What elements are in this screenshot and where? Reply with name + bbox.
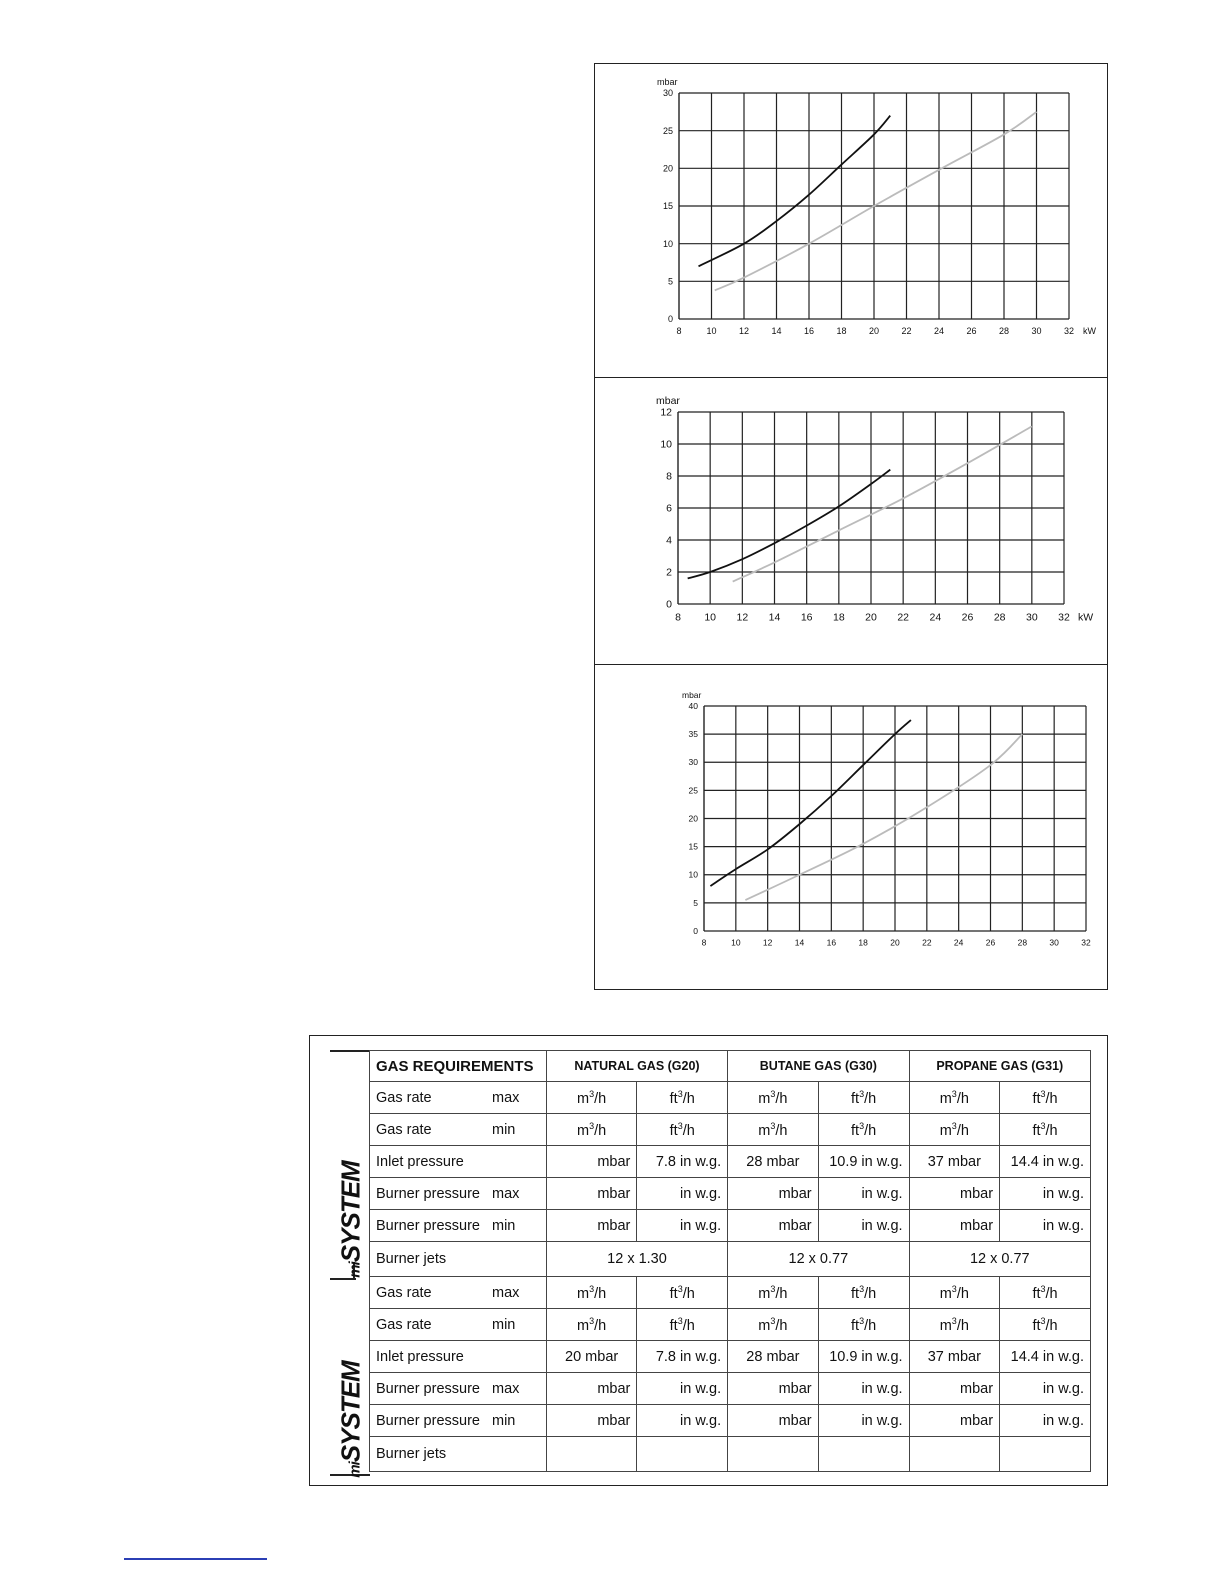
x-tick-label: 22: [901, 326, 912, 336]
row-label: [370, 1373, 547, 1405]
table-cell: $ft^3/h$: [818, 1114, 909, 1146]
y-tick-label: 25: [662, 125, 673, 136]
gas-table-body: [370, 1051, 1091, 1472]
table-cell: mbar: [546, 1146, 637, 1178]
jets-cell: [728, 1437, 819, 1472]
x-tick-label: 24: [933, 326, 945, 336]
table-cell: $m^3/h$: [909, 1114, 1000, 1146]
row-label-text: Burner pressure: [376, 1185, 480, 1202]
row-label-text: Burner pressure: [376, 1217, 480, 1234]
table-cell: $m^3/h$: [546, 1309, 637, 1341]
header-gas-requirements: GAS REQUIREMENTS: [370, 1051, 547, 1082]
table-cell: mbar: [728, 1178, 819, 1210]
jets-cell: [818, 1437, 909, 1472]
table-row: [370, 1146, 1091, 1178]
x-tick-label: 26: [961, 611, 974, 624]
row-label-text: Gas rate: [376, 1316, 432, 1333]
row-label: [370, 1405, 547, 1437]
table-cell: in w.g.: [1000, 1210, 1091, 1242]
table-cell: $ft^3/h$: [637, 1114, 728, 1146]
table-cell: 28 mbar: [728, 1146, 819, 1178]
x-tick-label: 20: [865, 611, 877, 624]
table-cell: $ft^3/h$: [818, 1277, 909, 1309]
x-tick-label: 10: [706, 326, 717, 336]
footer-link-underline[interactable]: [124, 1558, 267, 1560]
table-cell: mbar: [546, 1210, 637, 1242]
table-cell: mbar: [728, 1405, 819, 1437]
row-label: Burner jets: [370, 1437, 547, 1472]
row-label: Burner jets: [370, 1242, 547, 1277]
jets-cell: [637, 1437, 728, 1472]
table-cell: 14.4 in w.g.: [1000, 1341, 1091, 1373]
table-cell: 28 mbar: [728, 1341, 819, 1373]
row-label-text: Burner pressure: [376, 1380, 480, 1397]
row-label: [370, 1210, 547, 1242]
table-row: [370, 1405, 1091, 1437]
table-row-burner-jets: [370, 1437, 1091, 1472]
x-tick-label: 14: [768, 611, 781, 624]
jets-cell: 12 x 1.30: [546, 1242, 727, 1277]
row-label: [370, 1277, 547, 1309]
row-qualifier: min: [492, 1412, 516, 1429]
y-tick-label: 20: [662, 163, 673, 174]
table-cell: mbar: [728, 1373, 819, 1405]
y-tick-label: 0: [693, 925, 698, 936]
logo-prefix: mi: [346, 1462, 364, 1478]
table-cell: mbar: [546, 1178, 637, 1210]
y-axis-unit: mbar: [656, 395, 680, 407]
table-cell: mbar: [546, 1405, 637, 1437]
x-tick-label: 8: [676, 326, 682, 336]
x-tick-label: 14: [771, 326, 782, 336]
x-tick-label: 26: [966, 326, 977, 336]
x-tick-label: 32: [1081, 937, 1091, 948]
row-qualifier: min: [492, 1316, 516, 1333]
x-tick-label: 30: [1025, 611, 1038, 624]
table-cell: $m^3/h$: [728, 1114, 819, 1146]
table-cell: $m^3/h$: [909, 1082, 1000, 1114]
series-line-dark: [688, 470, 891, 579]
brand-logo-1: [333, 1160, 369, 1278]
table-cell: $m^3/h$: [728, 1082, 819, 1114]
y-tick-label: 12: [660, 406, 672, 419]
x-tick-label: 16: [800, 611, 813, 624]
row-label-text: Inlet pressure: [376, 1348, 464, 1365]
header-natural-gas: NATURAL GAS (G20): [546, 1051, 727, 1082]
table-cell: mbar: [909, 1210, 1000, 1242]
row-label: [370, 1178, 547, 1210]
table-header-row: [370, 1051, 1091, 1082]
table-cell: mbar: [728, 1210, 819, 1242]
table-cell: 37 mbar: [909, 1146, 1000, 1178]
series-line-dark: [710, 720, 911, 886]
row-qualifier: max: [492, 1284, 520, 1301]
y-tick-label: 40: [688, 700, 698, 711]
y-tick-label: 25: [688, 785, 698, 796]
header-butane-gas: BUTANE GAS (G30): [728, 1051, 909, 1082]
logo-wordmark: SYSTEM: [335, 1361, 366, 1463]
table-cell: $ft^3/h$: [637, 1309, 728, 1341]
row-qualifier: max: [492, 1185, 520, 1202]
row-qualifier: min: [492, 1217, 516, 1234]
table-row: [370, 1178, 1091, 1210]
x-tick-label: 8: [675, 611, 681, 624]
table-cell: 10.9 in w.g.: [818, 1146, 909, 1178]
y-tick-label: 35: [688, 729, 698, 740]
side-divider-middle: [330, 1278, 356, 1280]
table-cell: 14.4 in w.g.: [1000, 1146, 1091, 1178]
x-tick-label: 22: [922, 937, 932, 948]
x-tick-label: 18: [832, 611, 845, 624]
table-cell: $m^3/h$: [728, 1277, 819, 1309]
x-tick-label: 30: [1049, 937, 1059, 948]
series-line-light: [715, 112, 1037, 291]
x-tick-label: 12: [762, 937, 773, 948]
y-tick-label: 10: [662, 238, 673, 249]
table-row-burner-jets: [370, 1242, 1091, 1277]
x-tick-label: 26: [985, 937, 996, 948]
table-cell: 37 mbar: [909, 1341, 1000, 1373]
x-tick-label: 10: [731, 937, 741, 948]
x-tick-label: 32: [1063, 326, 1075, 336]
x-tick-label: 28: [1017, 937, 1028, 948]
table-cell: $ft^3/h$: [1000, 1309, 1091, 1341]
x-tick-label: 24: [953, 937, 964, 948]
y-tick-label: 10: [660, 438, 672, 451]
jets-cell: [909, 1437, 1000, 1472]
y-tick-label: 4: [666, 534, 672, 547]
x-tick-label: 28: [993, 611, 1006, 624]
table-cell: 7.8 in w.g.: [637, 1341, 728, 1373]
x-tick-label: 12: [736, 611, 749, 624]
jets-cell: 12 x 0.77: [728, 1242, 909, 1277]
table-cell: $ft^3/h$: [1000, 1082, 1091, 1114]
table-cell: $ft^3/h$: [1000, 1114, 1091, 1146]
table-cell: in w.g.: [637, 1373, 728, 1405]
x-tick-label: 18: [858, 937, 868, 948]
table-cell: $m^3/h$: [546, 1082, 637, 1114]
table-cell: $ft^3/h$: [818, 1082, 909, 1114]
x-tick-label: 20: [890, 937, 900, 948]
table-cell: 7.8 in w.g.: [637, 1146, 728, 1178]
table-cell: mbar: [909, 1178, 1000, 1210]
row-label-text: Gas rate: [376, 1284, 432, 1301]
row-qualifier: max: [492, 1380, 520, 1397]
table-cell: in w.g.: [1000, 1405, 1091, 1437]
logo-wordmark: SYSTEM: [335, 1161, 366, 1263]
x-tick-label: 20: [868, 326, 880, 336]
table-row: [370, 1210, 1091, 1242]
table-row: [370, 1341, 1091, 1373]
table-cell: mbar: [909, 1373, 1000, 1405]
row-label: [370, 1309, 547, 1341]
table-cell: in w.g.: [637, 1405, 728, 1437]
table-cell: in w.g.: [818, 1210, 909, 1242]
table-cell: $ft^3/h$: [637, 1082, 728, 1114]
row-qualifier: min: [492, 1121, 516, 1138]
y-tick-label: 0: [667, 314, 673, 325]
x-tick-label: 16: [803, 326, 815, 336]
jets-cell: 12 x 0.77: [909, 1242, 1090, 1277]
y-tick-label: 15: [662, 201, 673, 212]
x-tick-label: 28: [998, 326, 1010, 336]
table-cell: $ft^3/h$: [818, 1309, 909, 1341]
y-tick-label: 20: [688, 813, 698, 824]
y-tick-label: 15: [688, 841, 698, 852]
x-tick-label: 16: [826, 937, 837, 948]
logo-prefix: mi: [346, 1262, 364, 1278]
table-cell: in w.g.: [637, 1178, 728, 1210]
table-cell: in w.g.: [637, 1210, 728, 1242]
table-cell: $m^3/h$: [909, 1277, 1000, 1309]
table-cell: 20 mbar: [546, 1341, 637, 1373]
table-cell: $m^3/h$: [546, 1277, 637, 1309]
x-tick-label: 32: [1058, 611, 1070, 624]
row-qualifier: max: [492, 1089, 520, 1106]
gas-requirements-table: [369, 1050, 1091, 1472]
x-tick-label: 10: [704, 611, 717, 624]
table-row: [370, 1373, 1091, 1405]
x-tick-label: 30: [1031, 326, 1042, 336]
table-cell: $m^3/h$: [909, 1309, 1000, 1341]
x-tick-label: 24: [929, 611, 942, 624]
row-label: [370, 1114, 547, 1146]
row-label: [370, 1146, 547, 1178]
x-tick-label: 18: [836, 326, 847, 336]
row-label: [370, 1082, 547, 1114]
jets-cell: [1000, 1437, 1091, 1472]
y-tick-label: 5: [667, 276, 673, 287]
chart-panel-1: [594, 63, 1108, 378]
y-tick-label: 6: [666, 502, 672, 515]
table-row: [370, 1114, 1091, 1146]
side-divider-top: [330, 1050, 370, 1052]
table-cell: 10.9 in w.g.: [818, 1341, 909, 1373]
x-axis-unit: kW: [1083, 326, 1096, 336]
header-propane-gas: PROPANE GAS (G31): [909, 1051, 1090, 1082]
chart-panel-3: [594, 664, 1108, 990]
row-label-text: Inlet pressure: [376, 1153, 464, 1170]
table-row: [370, 1277, 1091, 1309]
chart-2-svg: [595, 378, 1109, 666]
table-cell: in w.g.: [818, 1373, 909, 1405]
brand-logo-2: [333, 1360, 369, 1478]
row-label-text: Burner pressure: [376, 1412, 480, 1429]
y-tick-label: 0: [666, 598, 672, 611]
y-axis-unit: mbar: [682, 690, 702, 700]
row-label-text: Gas rate: [376, 1089, 432, 1106]
x-tick-label: 12: [738, 326, 750, 336]
table-cell: in w.g.: [818, 1405, 909, 1437]
table-cell: mbar: [546, 1373, 637, 1405]
series-line-light: [733, 426, 1032, 581]
y-tick-label: 2: [666, 566, 672, 579]
table-cell: $m^3/h$: [546, 1114, 637, 1146]
table-cell: in w.g.: [1000, 1373, 1091, 1405]
table-cell: $m^3/h$: [728, 1309, 819, 1341]
table-cell: in w.g.: [818, 1178, 909, 1210]
y-axis-unit: mbar: [657, 77, 678, 87]
table-cell: in w.g.: [1000, 1178, 1091, 1210]
table-row: [370, 1309, 1091, 1341]
x-axis-unit: kW: [1078, 611, 1094, 624]
table-cell: mbar: [909, 1405, 1000, 1437]
table-cell: $ft^3/h$: [1000, 1277, 1091, 1309]
table-row: [370, 1082, 1091, 1114]
jets-cell: [546, 1437, 637, 1472]
y-tick-label: 10: [688, 869, 698, 880]
table-cell: $ft^3/h$: [637, 1277, 728, 1309]
chart-3-svg: [595, 665, 1109, 991]
row-label-text: Gas rate: [376, 1121, 432, 1138]
chart-1-svg: [595, 64, 1109, 379]
chart-panel-2: [594, 377, 1108, 665]
y-tick-label: 30: [688, 757, 698, 768]
x-tick-label: 22: [897, 611, 910, 624]
row-label: [370, 1341, 547, 1373]
y-tick-label: 5: [693, 897, 698, 908]
x-tick-label: 14: [794, 937, 805, 948]
y-tick-label: 30: [662, 88, 673, 99]
y-tick-label: 8: [666, 470, 672, 483]
x-tick-label: 8: [701, 937, 707, 948]
